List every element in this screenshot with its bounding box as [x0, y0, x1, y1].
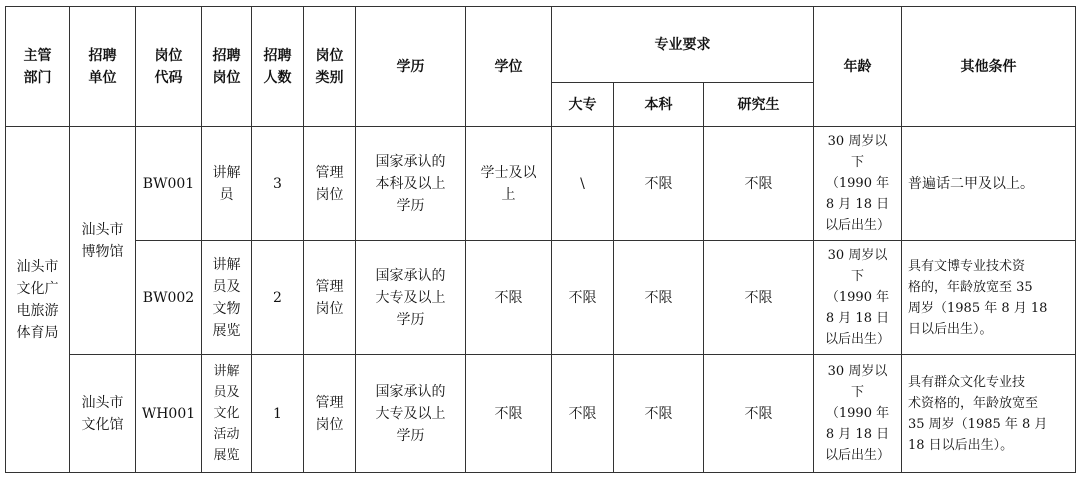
category-cell: 管理 岗位 — [304, 355, 356, 473]
post-cell: 讲解 员及 文化 活动 展览 — [202, 355, 252, 473]
major-bachelor-cell: 不限 — [614, 241, 704, 355]
count-cell: 1 — [252, 355, 304, 473]
table-row — [6, 355, 1076, 473]
degree-cell: 不限 — [466, 241, 552, 355]
other-cell: 具有群众文化专业技 术资格的，年龄放宽至 35 周岁（1985 年 8 月 18 日以后出生）。 — [902, 355, 1076, 473]
other-cell: 普遍话二甲及以上。 — [902, 127, 1076, 241]
dept-cell: 汕头市 文化广 电旅游 体育局 — [6, 127, 70, 473]
education-cell: 国家承认的 本科及以上 学历 — [356, 127, 466, 241]
major-graduate-cell: 不限 — [704, 241, 814, 355]
education-cell: 国家承认的 大专及以上 学历 — [356, 241, 466, 355]
other-cell: 具有文博专业技术资 格的，年龄放宽至 35 周岁（1985 年 8 月 18 日以后出生）。 — [902, 241, 1076, 355]
count-cell: 2 — [252, 241, 304, 355]
header-post: 招聘 岗位 — [202, 7, 252, 127]
header-major-college: 大专 — [552, 83, 614, 127]
unit-cell: 汕头市 文化馆 — [70, 355, 136, 473]
table-row — [6, 127, 1076, 241]
major-college-cell: 不限 — [552, 241, 614, 355]
education-cell: 国家承认的 大专及以上 学历 — [356, 355, 466, 473]
header-category: 岗位 类别 — [304, 7, 356, 127]
post-cell: 讲解 员及 文物 展览 — [202, 241, 252, 355]
category-cell: 管理 岗位 — [304, 127, 356, 241]
unit-cell: 汕头市 博物馆 — [70, 127, 136, 355]
header-age: 年龄 — [814, 7, 902, 127]
degree-cell: 不限 — [466, 355, 552, 473]
age-cell: 30 周岁以 下 （1990 年 8 月 18 日 以后出生） — [814, 355, 902, 473]
header-major-requirement: 专业要求 — [552, 7, 814, 83]
code-cell: BW002 — [136, 241, 202, 355]
header-row-top — [6, 7, 1076, 83]
table-row — [6, 241, 1076, 355]
age-cell: 30 周岁以 下 （1990 年 8 月 18 日 以后出生） — [814, 127, 902, 241]
degree-cell: 学士及以 上 — [466, 127, 552, 241]
header-major-bachelor: 本科 — [614, 83, 704, 127]
major-graduate-cell: 不限 — [704, 127, 814, 241]
header-degree: 学位 — [466, 7, 552, 127]
major-bachelor-cell: 不限 — [614, 127, 704, 241]
header-other: 其他条件 — [902, 7, 1076, 127]
major-graduate-cell: 不限 — [704, 355, 814, 473]
post-cell: 讲解 员 — [202, 127, 252, 241]
major-college-cell: \ — [552, 127, 614, 241]
header-dept: 主管 部门 — [6, 7, 70, 127]
recruitment-table — [5, 6, 1076, 473]
header-unit: 招聘 单位 — [70, 7, 136, 127]
major-bachelor-cell: 不限 — [614, 355, 704, 473]
code-cell: WH001 — [136, 355, 202, 473]
header-major-graduate: 研究生 — [704, 83, 814, 127]
code-cell: BW001 — [136, 127, 202, 241]
header-education: 学历 — [356, 7, 466, 127]
count-cell: 3 — [252, 127, 304, 241]
category-cell: 管理 岗位 — [304, 241, 356, 355]
major-college-cell: 不限 — [552, 355, 614, 473]
header-count: 招聘 人数 — [252, 7, 304, 127]
header-code: 岗位 代码 — [136, 7, 202, 127]
age-cell: 30 周岁以 下 （1990 年 8 月 18 日 以后出生） — [814, 241, 902, 355]
